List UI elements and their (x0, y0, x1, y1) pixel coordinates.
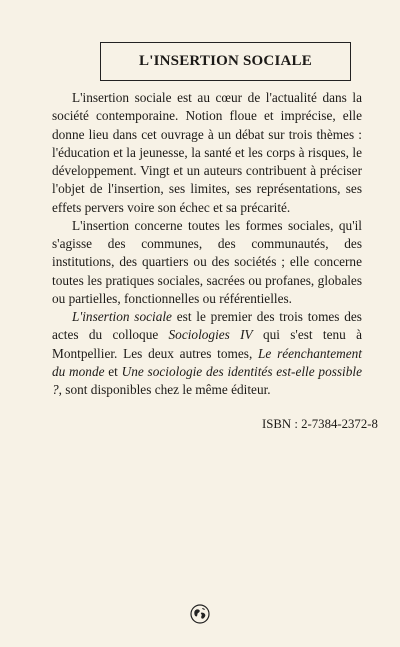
book-title-italic: L'insertion sociale (72, 309, 172, 324)
paragraph-3 (52, 308, 362, 399)
tome-2-title: Le réenchantement du monde (52, 345, 362, 379)
book-title: L'INSERTION SOCIALE (139, 53, 312, 69)
back-cover-text (52, 89, 362, 399)
paragraph-1: L'insertion sociale est au cœur de l'actualité dans la société contemporaine. Notion floue et imprécise, elle donne lieu dans cet ouvrage à un débat sur trois thèmes : l'éducation et la jeunesse, la santé et les corps à risques, le développement. Vingt et un auteurs contribuent à préciser l'objet de l'insertion, ses limites, ses représentations, ses effets pervers voire son échec et sa précarité. (52, 90, 362, 215)
paragraph-3-text-a: est le premier des trois tomes des actes du colloque (52, 309, 362, 343)
paragraph-3-text-b: qui s'est tenu à Montpellier. Les deux autres tomes, (52, 327, 362, 361)
paragraph-2: L'insertion concerne toutes les formes sociales, qu'il s'agisse des communes, des communautés, des institutions, des quartiers ou des sociétés ; elle concerne toutes les pratiques sociales, sacrées ou profanes, globales ou partielles, fonctionnelles ou référentielles. (52, 217, 362, 306)
paragraph-3-text-d: , sont disponibles chez le même éditeur. (58, 382, 271, 397)
title-frame (100, 42, 351, 81)
tome-3-title: Une sociologie des identités est-elle possible ? (52, 363, 363, 397)
paragraph-3-text-c: et (104, 363, 122, 379)
colloque-name: Sociologies IV (168, 327, 253, 343)
globe-logo-icon (190, 604, 210, 624)
isbn: ISBN : 2-7384-2372-8 (262, 417, 378, 431)
